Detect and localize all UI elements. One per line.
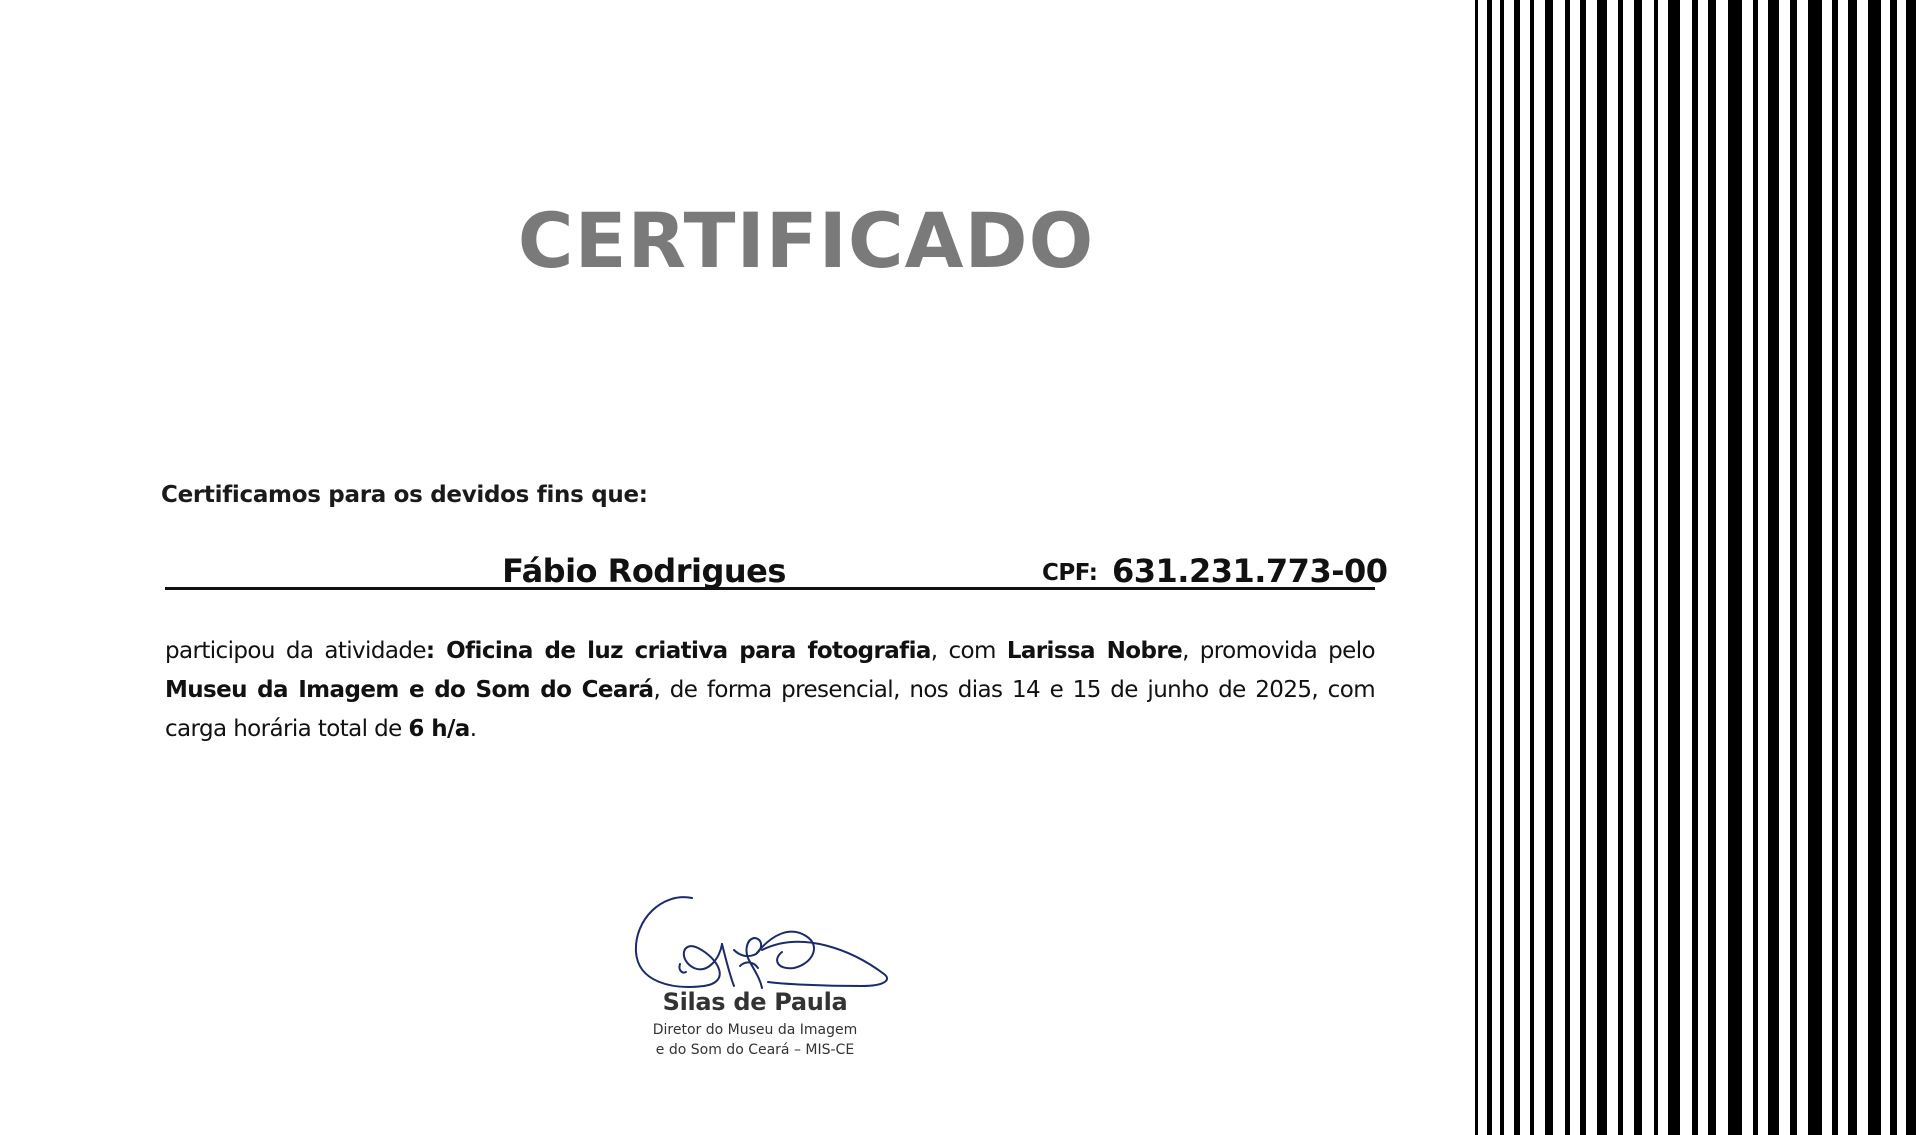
recipient-name: Fábio Rodrigues — [502, 552, 786, 590]
signer-role — [600, 1020, 910, 1060]
decorative-stripe-border — [1470, 0, 1920, 1135]
handwritten-signature — [622, 890, 894, 1000]
workload-hours: 6 h/a — [408, 716, 470, 742]
cpf-label: CPF: — [1042, 560, 1098, 586]
signer-role-line-1: Diretor do Museu da Imagem — [652, 1022, 858, 1038]
signer-name: Silas de Paula — [662, 988, 848, 1016]
body-text-promoted: , promovida pelo — [1182, 638, 1375, 664]
name-underline — [165, 587, 1375, 590]
certificate-intro: Certificamos para os devidos fins que: — [161, 482, 648, 508]
body-text-details: , de forma presencial, nos dias 14 e 15 de junho de 2025, com carga horária total de — [165, 677, 1375, 742]
certificate-body — [165, 632, 1375, 749]
institution-name: Museu da Imagem e do Som do Ceará — [165, 677, 654, 703]
certificate-title: CERTIFICADO — [517, 196, 1095, 285]
body-text-activity-intro: participou da atividade — [165, 638, 426, 664]
instructor-name: Larissa Nobre — [1006, 638, 1183, 664]
signer-role-line-2: e do Som do Ceará – MIS-CE — [655, 1042, 855, 1058]
signature-block — [600, 890, 910, 1070]
cpf-value: 631.231.773-00 — [1112, 552, 1388, 590]
body-text-end: . — [469, 716, 477, 742]
stripes-graphic — [1470, 0, 1920, 1135]
activity-name: : Oficina de luz criativa para fotografia — [425, 638, 931, 664]
body-text-with: , com — [930, 638, 1007, 664]
